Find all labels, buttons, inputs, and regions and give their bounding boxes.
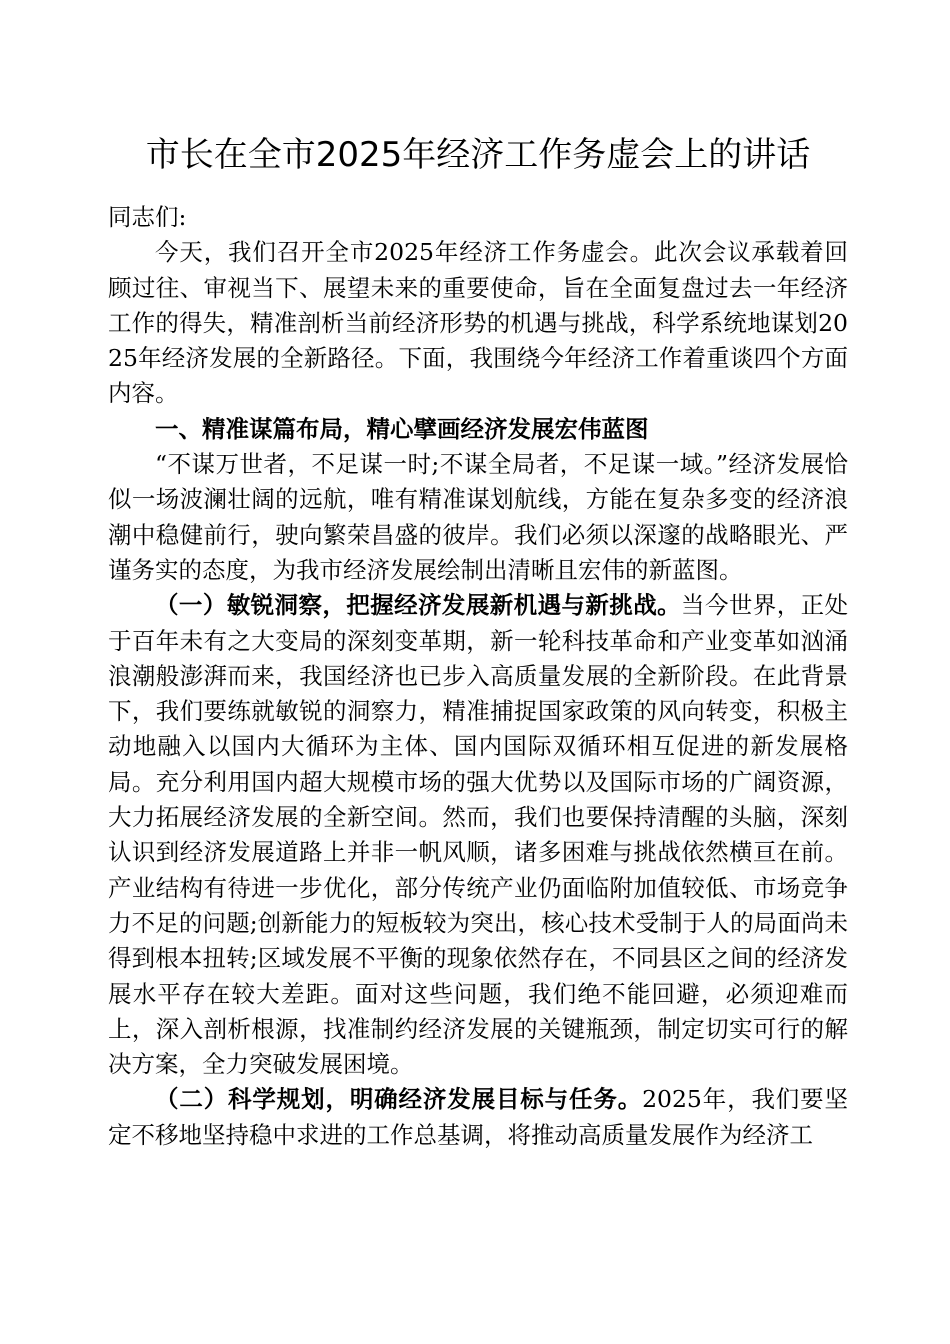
subsection-1-lead: （一）敏锐洞察，把握经济发展新机遇与新挑战。 — [155, 591, 682, 620]
section-heading-1: 一、精准谋篇布局，精心擘画经济发展宏伟蓝图 — [155, 414, 649, 443]
subsection-1-paragraph — [108, 588, 848, 1082]
salutation: 同志们: — [108, 203, 187, 231]
subsection-2-lead: （二）科学规划，明确经济发展目标与任务。 — [155, 1085, 643, 1114]
document-title: 市长在全市2025年经济工作务虚会上的讲话 — [145, 135, 811, 175]
document-page — [108, 130, 848, 1153]
intro-paragraph: 今天，我们召开全市2025年经济工作务虚会。此次会议承载着回顾过往、审视当下、展望未来的重要使命，旨在全面复盘过去一年经济工作的得失，精准剖析当前经济形势的机遇与挑战，科学系统地谋划2025年经济发展的全新路径。下面，我围绕今年经济工作着重谈四个方面内容。 — [108, 238, 848, 408]
subsection-1-body: 当今世界，正处于百年未有之大变局的深刻变革期，新一轮科技革命和产业变革如汹涌浪潮般澎湃而来，我国经济也已步入高质量发展的全新阶段。在此背景下，我们要练就敏锐的洞察力，精准捕捉国家政策的风向转变，积极主动地融入以国内大循环为主体、国内国际双循环相互促进的新发展格局。充分利用国内超大规模市场的强大优势以及国际市场的广阔资源，大力拓展经济发展的全新空间。然而，我们也要保持清醒的头脑，深刻认识到经济发展道路上并非一帆风顺，诸多困难与挑战依然横亘在前。产业结构有待进一步优化，部分传统产业仍面临附加值较低、市场竞争力不足的问题;创新能力的短板较为突出，核心技术受制于人的局面尚未得到根本扭转;区域发展不平衡的现象依然存在，不同县区之间的经济发展水平存在较大差距。面对这些问题，我们绝不能回避，必须迎难而上，深入剖析根源，找准制约经济发展的关键瓶颈，制定切实可行的解决方案，全力突破发展困境。 — [108, 591, 849, 1079]
subsection-2-body: 2025年，我们要坚定不移地坚持稳中求进的工作总基调，将推动高质量发展作为经济工 — [108, 1085, 849, 1149]
subsection-2-paragraph — [108, 1082, 848, 1153]
section-1-paragraph: “不谋万世者，不足谋一时;不谋全局者，不足谋一域。”经济发展恰似一场波澜壮阔的远航，唯有精准谋划航线，方能在复杂多变的经济浪潮中稳健前行，驶向繁荣昌盛的彼岸。我们必须以深邃的战略眼光、严谨务实的态度，为我市经济发展绘制出清晰且宏伟的新蓝图。 — [108, 450, 848, 584]
